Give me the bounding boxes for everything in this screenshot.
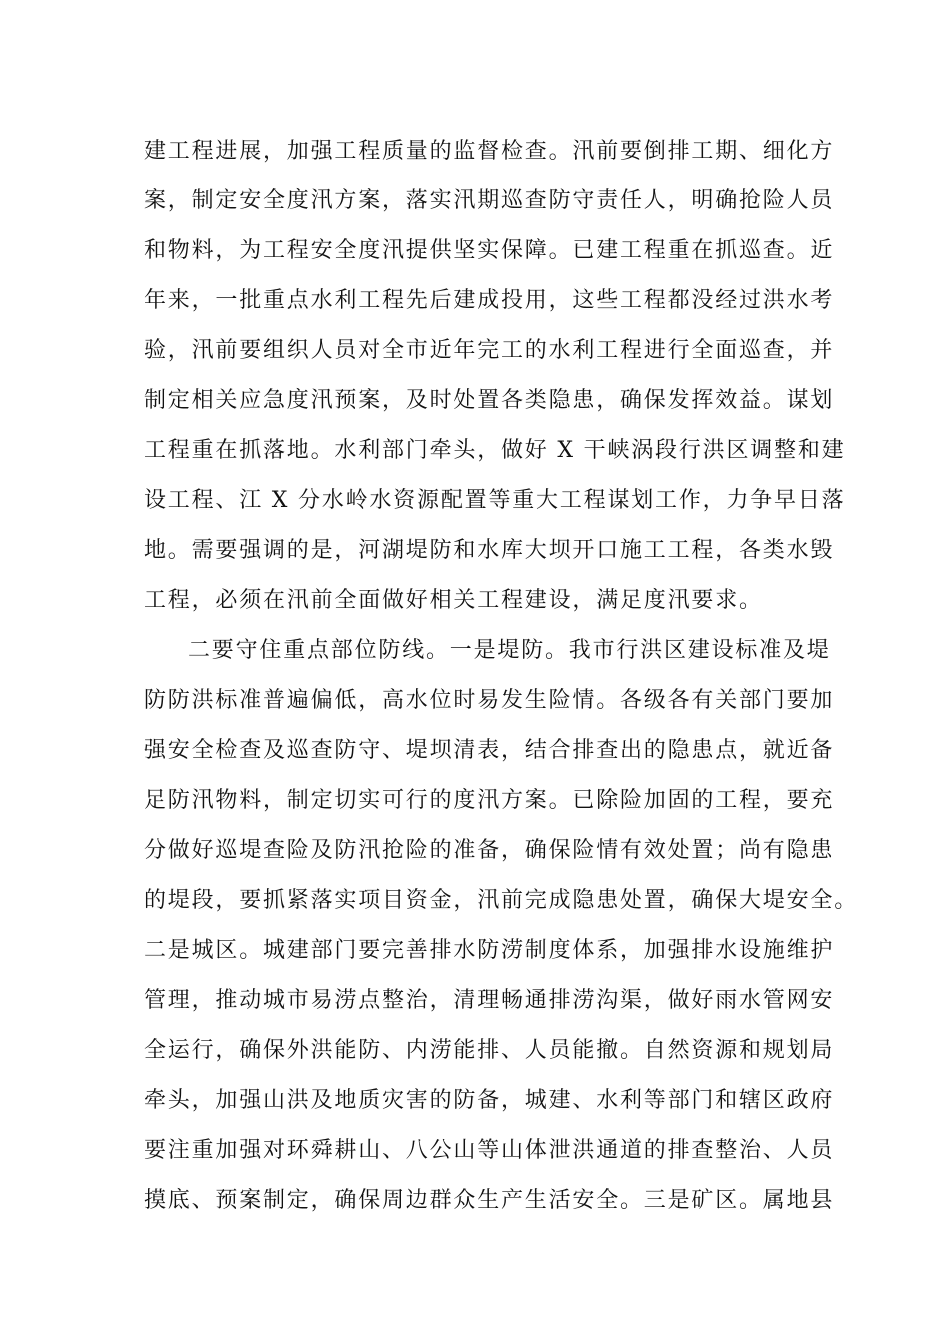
text-line: 建工程进展，加强工程质量的监督检查。汛前要倒排工期、细化方 bbox=[144, 139, 835, 164]
text-line: 要注重加强对环舜耕山、八公山等山体泄洪通道的排查整治、人员 bbox=[144, 1138, 835, 1163]
text-line: 和物料，为工程安全度汛提供坚实保障。已建工程重在抓巡查。近 bbox=[144, 238, 835, 263]
text-line: 工程重在抓落地。水利部门牵头，做好 X 干峡涡段行洪区调整和建 bbox=[144, 438, 846, 463]
text-line: 的堤段，要抓紧落实项目资金，汛前完成隐患处置，确保大堤安全。 bbox=[144, 888, 859, 913]
text-line: 管理，推动城市易涝点整治，清理畅通排涝沟渠，做好雨水管网安 bbox=[144, 988, 835, 1013]
text-line: 工程，必须在汛前全面做好相关工程建设，满足度汛要求。 bbox=[144, 588, 763, 613]
text-line: 制定相关应急度汛预案，及时处置各类隐患，确保发挥效益。谋划 bbox=[144, 388, 835, 413]
text-line: 验，汛前要组织人员对全市近年完工的水利工程进行全面巡查，并 bbox=[144, 338, 835, 363]
text-line: 牵头，加强山洪及地质灾害的防备，城建、水利等部门和辖区政府 bbox=[144, 1088, 835, 1113]
text-line: 摸底、预案制定，确保周边群众生产生活安全。三是矿区。属地县 bbox=[144, 1188, 835, 1213]
text-line: 全运行，确保外洪能防、内涝能排、人员能撤。自然资源和规划局 bbox=[144, 1038, 835, 1063]
text-line: 分做好巡堤查险及防汛抢险的准备，确保险情有效处置；尚有隐患 bbox=[144, 838, 835, 863]
text-line: 防防洪标准普遍偏低，高水位时易发生险情。各级各有关部门要加 bbox=[144, 688, 835, 713]
text-line: 足防汛物料，制定切实可行的度汛方案。已除险加固的工程，要充 bbox=[144, 788, 835, 813]
text-line: 设工程、江 X 分水岭水资源配置等重大工程谋划工作，力争早日落 bbox=[144, 488, 846, 513]
text-line: 年来，一批重点水利工程先后建成投用，这些工程都没经过洪水考 bbox=[144, 288, 835, 313]
text-line: 地。需要强调的是，河湖堤防和水库大坝开口施工工程，各类水毁 bbox=[144, 538, 835, 563]
text-line: 强安全检查及巡查防守、堤坝清表，结合排查出的隐患点，就近备 bbox=[144, 738, 835, 763]
text-line: 案，制定安全度汛方案，落实汛期巡查防守责任人，明确抢险人员 bbox=[144, 188, 835, 213]
text-line: 二是城区。城建部门要完善排水防涝制度体系，加强排水设施维护 bbox=[144, 938, 835, 963]
paragraph-first-line: 二要守住重点部位防线。一是堤防。我市行洪区建设标准及堤 bbox=[188, 638, 831, 663]
